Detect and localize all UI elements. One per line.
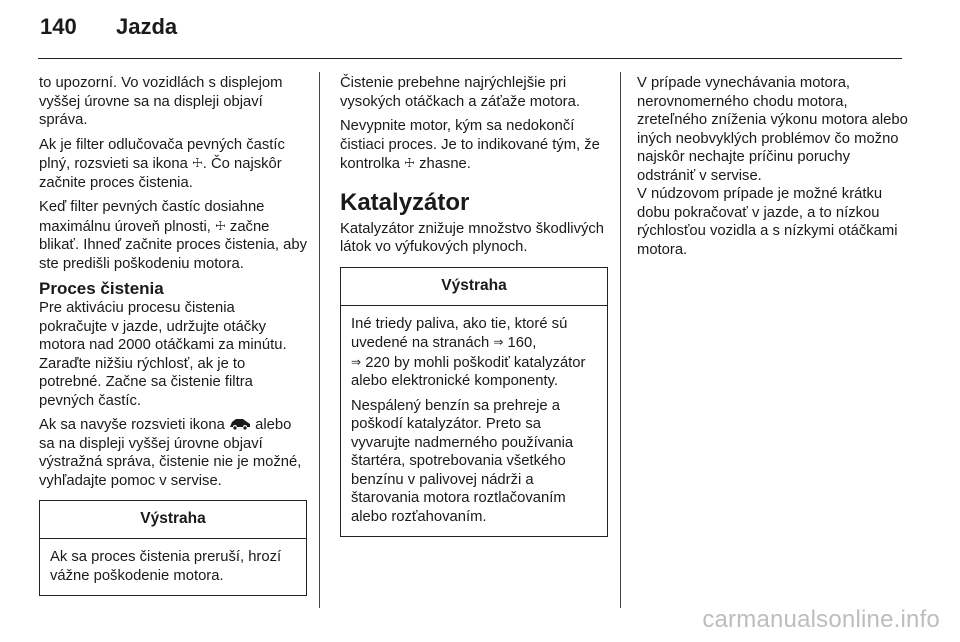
- paragraph: [39, 416, 307, 490]
- column-2: [340, 74, 608, 537]
- warning-text: Ak sa proces čistenia preruší, hrozí vážne poškodenie motora.: [50, 549, 282, 584]
- warning-body: [341, 306, 607, 537]
- text: Nevypnite motor, kým sa nedokončí čistiaci proces. Je to indikované tým, že kontrolka: [340, 118, 600, 172]
- particulate-filter-icon: ☩: [215, 218, 226, 233]
- paragraph: Čistenie prebehne najrýchlejšie pri vysokých otáčkach a záťaže motora.: [340, 75, 580, 110]
- paragraph: [340, 117, 608, 174]
- warning-title: Výstraha: [341, 268, 607, 306]
- text: alebo sa na displeji vyššej úrovne objaví výstražná správa, čistenie nie je možné, vyhľadajte pomoc v servise.: [39, 417, 302, 489]
- warning-title: Výstraha: [40, 501, 306, 539]
- text: Keď filter pevných častíc dosiahne maximálnu úroveň plnosti,: [39, 199, 265, 235]
- particulate-filter-icon: ☩: [191, 156, 203, 170]
- text: Ak sa navyše rozsvieti ikona: [39, 417, 225, 433]
- particulate-filter-icon: ☩: [404, 156, 415, 170]
- page-ref-arrow-icon: ⇒: [493, 335, 504, 349]
- warning-text: [351, 315, 598, 391]
- column-1: [39, 74, 307, 596]
- page-header: [40, 14, 177, 50]
- text: . Čo najskôr začnite proces čistenia.: [39, 156, 282, 191]
- warning-box: [340, 267, 608, 538]
- page-reference-link[interactable]: 160,: [507, 335, 537, 351]
- paragraph: V núdzovom prípade je možné krátku dobu pokračovať v jazde, a to nízkou rýchlosťou vozidla a s nízkymi otáčkami motora.: [637, 186, 898, 258]
- text: Ak je filter odlučovača pevných častíc plný, rozsvieti sa ikona: [39, 136, 285, 172]
- page-number: 140: [40, 14, 77, 39]
- paragraph: to upozorní. Vo vozidlách s displejom vyššej úrovne sa na displeji objaví správa.: [39, 75, 283, 128]
- text: začne blikať. Ihneď začnite proces čistenia, aby ste predišli poškodeniu motora.: [39, 218, 307, 272]
- header-rule: [38, 58, 902, 59]
- paragraph: V prípade vynechávania motora, nerovnomerného chodu motora, zreteľného zníženia výkonu motora alebo iných neobvyklých problémov čo možno najskôr nechajte príčinu poruchy odstrániť v servise.: [637, 75, 908, 184]
- paragraph: [39, 198, 307, 273]
- paragraph: [39, 136, 307, 193]
- warning-body: [40, 539, 306, 595]
- page-reference-link[interactable]: 220: [365, 354, 390, 371]
- warning-text: Nespálený benzín sa prehreje a poškodí katalyzátor. Preto sa vyvarujte nadmerného používania štartéra, spotrebovania všetkého benzínu v palivovej nádrži a štarovania motora roztlačovaním alebo rozťahovaním.: [351, 397, 574, 525]
- text: by mohli poškodiť katalyzátor alebo elektronické komponenty.: [351, 354, 586, 389]
- subheading-proces-cistenia: Proces čistenia: [39, 279, 164, 298]
- text: Iné triedy paliva, ako tie, ktoré sú uvedené na stranách: [351, 315, 568, 351]
- paragraph: Pre aktiváciu procesu čistenia pokračujte v jazde, udržujte otáčky motora nad 2000 otáčkami za minútu. Zaraďte nižšiu rýchlosť, ak je to potrebné. Začne sa čistenie filtra pevných častíc.: [39, 300, 287, 409]
- warning-box: [39, 500, 307, 596]
- column-divider: [620, 72, 621, 608]
- page-ref-arrow-icon: ⇒: [351, 354, 362, 369]
- heading-katalyzator: Katalyzátor: [340, 188, 470, 216]
- column-3: [637, 74, 909, 265]
- engine-check-icon: [229, 417, 251, 433]
- column-divider: [319, 72, 320, 608]
- section-title: Jazda: [116, 14, 178, 39]
- text: zhasne.: [419, 156, 471, 172]
- paragraph: Katalyzátor znižuje množstvo škodlivých látok vo výfukových plynoch.: [340, 220, 604, 255]
- watermark: carmanualsonline.info: [702, 606, 940, 633]
